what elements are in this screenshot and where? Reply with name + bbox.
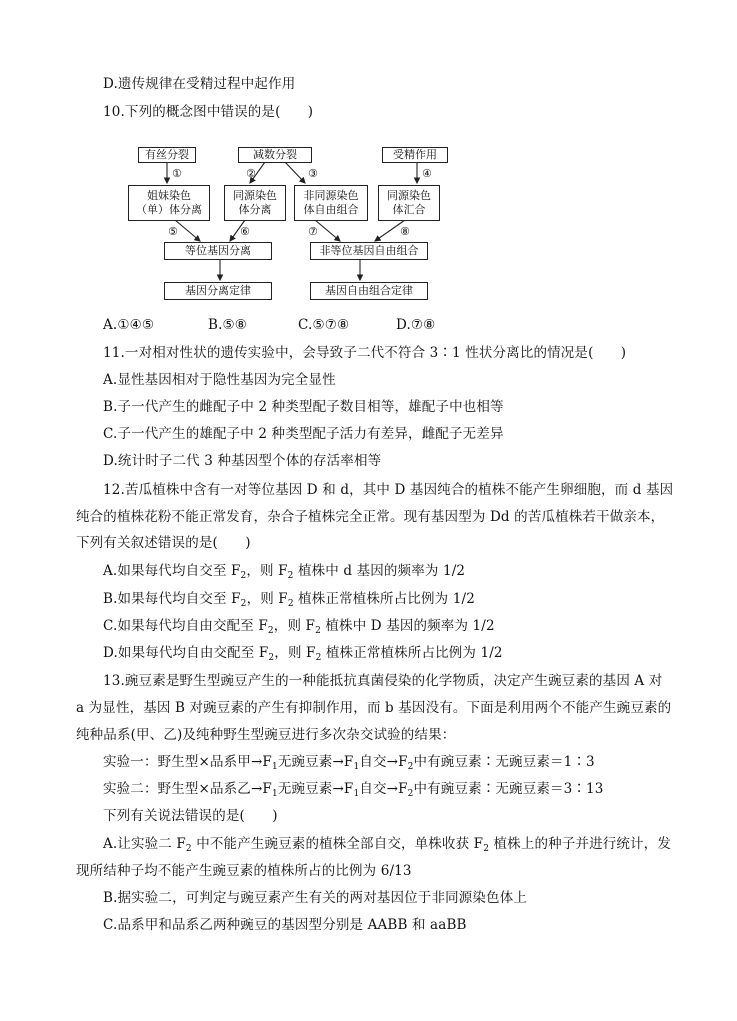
text-part: C.如果每代均自由交配至 F <box>103 618 268 634</box>
diagram-number: ⑤ <box>168 225 178 238</box>
box-nonhomologous-assortment <box>294 185 368 221</box>
text-part: 植株中 d 基因的频率为 1/2 <box>293 563 466 579</box>
text-part: A.让实验二 F <box>103 836 186 852</box>
box-line: 体分离 <box>238 203 272 216</box>
subscript: 2 <box>268 653 275 663</box>
subscript: 2 <box>407 762 414 772</box>
box-homologous-separation <box>224 185 286 221</box>
subscript: 2 <box>315 653 322 663</box>
box-homologous-union <box>378 185 440 221</box>
q12-option-c <box>103 616 495 641</box>
box-nonallele-assortment: 非等位基因自由组合 <box>310 242 428 260</box>
box-sister-chromatid <box>128 185 210 221</box>
box-line: 同源染色 <box>233 189 277 202</box>
text-part: 植株正常植株所占比例为 1/2 <box>293 591 475 607</box>
diagram-number: ⑥ <box>240 225 250 238</box>
q12-option-d <box>103 643 503 668</box>
text-part: 植株正常植株所占比例为 1/2 <box>321 645 503 661</box>
text-part: 自交→F <box>359 754 408 770</box>
q12-stem-line-1: 12.苦瓜植株中含有一对等位基因 D 和 d，其中 D 基因纯合的植株不能产生卵细胞，而 d 基因 <box>103 482 674 498</box>
q12-option-b <box>103 589 475 614</box>
text-part: 中有豌豆素∶无豌豆素＝1∶3 <box>413 754 595 770</box>
q13-option-a-line-1 <box>103 834 671 859</box>
box-law-independent-assortment: 基因自由组合定律 <box>310 282 428 300</box>
diagram-number: ⑧ <box>400 225 410 238</box>
q10-option-b: B.⑤⑧ <box>208 317 248 333</box>
subscript: 2 <box>287 571 294 581</box>
subscript: 2 <box>267 626 274 636</box>
q12-stem-line-2: 纯合的植株花粉不能正常发育，杂合子植株完全正常。现有基因型为 Dd 的苦瓜植株若干做亲本， <box>76 509 665 525</box>
subscript: 2 <box>315 626 321 636</box>
diagram-number: ⑦ <box>308 225 318 238</box>
box-meiosis: 减数分裂 <box>238 147 312 163</box>
text-part: ，则 F <box>274 645 316 661</box>
box-mitosis: 有丝分裂 <box>138 147 196 163</box>
text-part: B.如果每代均自交至 F <box>103 591 241 607</box>
subscript: 2 <box>240 599 247 609</box>
subscript: 1 <box>353 762 360 772</box>
subscript: 2 <box>407 789 414 799</box>
box-line: 体自由组合 <box>303 203 359 216</box>
diagram-number: ③ <box>308 167 318 180</box>
q10-options <box>103 315 435 335</box>
q13-experiment-1 <box>103 752 595 777</box>
q10-stem: 10.下列的概念图中错误的是( ) <box>103 104 314 120</box>
text-part: ，则 F <box>246 563 288 579</box>
q10-option-d: D.⑦⑧ <box>396 317 436 333</box>
q11-option-c: C.子一代产生的雄配子中 2 种类型配子活力有差异，雌配子无差异 <box>103 426 504 442</box>
text-part: A.如果每代均自交至 F <box>103 563 241 579</box>
text-part: 植株中 D 基因的频率为 1/2 <box>320 618 495 634</box>
q13-stem-line-3: 纯种品系(甲、乙)及纯种野生型豌豆进行多次杂交试验的结果： <box>76 727 456 743</box>
q13-experiment-2 <box>103 779 604 804</box>
q9-option-d: D.遗传规律在受精过程中起作用 <box>103 76 296 92</box>
q13-question: 下列有关说法错误的是( ) <box>103 808 278 824</box>
text-part: 植株上的种子并进行统计，发 <box>489 836 671 852</box>
subscript: 2 <box>483 844 490 854</box>
text-part: 无豌豆素→F <box>277 781 354 797</box>
q13-option-b: B.据实验二，可判定与豌豆素产生有关的两对基因位于非同源染色体上 <box>103 890 528 906</box>
concept-diagram <box>120 140 460 310</box>
q11-option-d: D.统计时子二代 3 种基因型个体的存活率相等 <box>103 453 382 469</box>
q12-option-a <box>103 561 465 586</box>
box-line: 非同源染色 <box>303 189 359 202</box>
q11-option-b: B.子一代产生的雌配子中 2 种类型配子数目相等，雄配子中也相等 <box>103 399 504 415</box>
text-part: 自交→F <box>359 781 408 797</box>
subscript: 2 <box>185 844 192 854</box>
subscript: 2 <box>240 571 247 581</box>
q10-option-a: A.①④⑤ <box>103 317 155 333</box>
text-part: ，则 F <box>273 618 316 634</box>
box-fertilization: 受精作用 <box>382 147 448 163</box>
box-allele-separation: 等位基因分离 <box>164 242 272 260</box>
box-line: 同源染色 <box>387 189 431 202</box>
q11-option-a: A.显性基因相对于隐性基因为完全显性 <box>103 372 336 388</box>
box-law-segregation: 基因分离定律 <box>164 282 272 300</box>
q13-stem-line-1: 13.豌豆素是野生型豌豆产生的一种能抵抗真菌侵染的化学物质，决定产生豌豆素的基因 A 对 <box>103 673 663 689</box>
q13-option-c: C.品系甲和品系乙两种豌豆的基因型分别是 AABB 和 aaBB <box>103 917 467 933</box>
subscript: 2 <box>287 599 294 609</box>
diagram-number: ① <box>172 167 182 180</box>
q10-option-c: C.⑤⑦⑧ <box>298 317 350 333</box>
subscript: 1 <box>353 789 360 799</box>
text-part: 实验一：野生型×品系甲→F <box>103 754 272 770</box>
text-part: 实验二：野生型×品系乙→F <box>103 781 272 797</box>
diagram-number: ④ <box>422 167 432 180</box>
q13-option-a-line-2: 现所结种子均不能产生豌豆素的植株所占的比例为 6/13 <box>76 863 412 879</box>
q13-stem-line-2: a 为显性，基因 B 对豌豆素的产生有抑制作用，而 b 基因没有。下面是利用两个不能产生豌豆素的 <box>76 700 672 716</box>
text-part: D.如果每代均自由交配至 F <box>103 645 269 661</box>
text-part: 中不能产生豌豆素的植株全部自交，单株收获 F <box>191 836 484 852</box>
diagram-number: ② <box>246 167 256 180</box>
box-line: （单）体分离 <box>136 203 202 216</box>
subscript: 1 <box>271 762 278 772</box>
text-part: ，则 F <box>246 591 288 607</box>
subscript: 1 <box>271 789 278 799</box>
q11-stem: 11.一对相对性状的遗传实验中，会导致子二代不符合 3∶1 性状分离比的情况是( ) <box>103 345 627 361</box>
text-part: 无豌豆素→F <box>277 754 354 770</box>
box-line: 体汇合 <box>392 203 426 216</box>
text-part: 中有豌豆素∶无豌豆素＝3∶13 <box>413 781 604 797</box>
box-line: 姐妹染色 <box>147 189 191 202</box>
q12-stem-line-3: 下列有关叙述错误的是( ) <box>76 535 251 551</box>
